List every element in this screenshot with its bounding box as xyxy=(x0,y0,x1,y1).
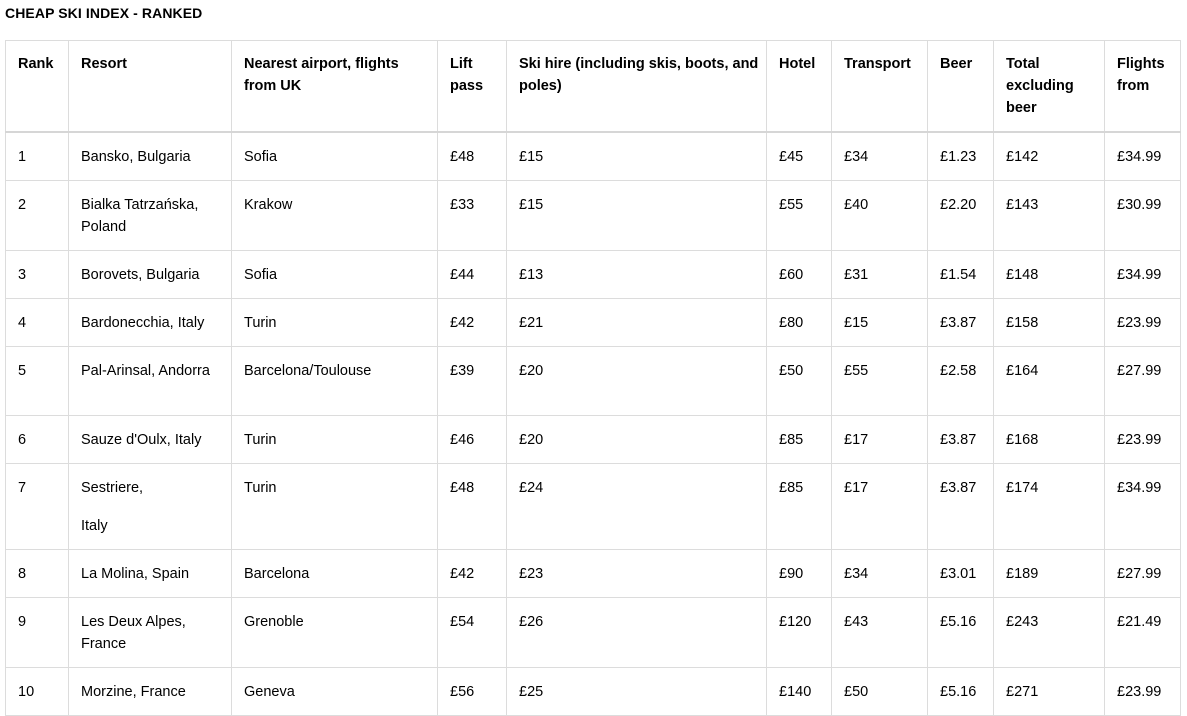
cell-lift-pass: £48 xyxy=(438,464,507,550)
cell-resort: La Molina, Spain xyxy=(69,550,232,598)
cell-beer: £3.01 xyxy=(928,550,994,598)
cell-lift-pass: £46 xyxy=(438,416,507,464)
cell-beer: £2.20 xyxy=(928,181,994,251)
cell-ski-hire: £23 xyxy=(507,550,767,598)
table-row xyxy=(6,416,1181,464)
cell-ski-hire: £13 xyxy=(507,251,767,299)
cell-rank: 2 xyxy=(6,181,69,251)
cell-flights: £34.99 xyxy=(1105,132,1181,181)
cell-total: £243 xyxy=(994,598,1105,668)
table-row xyxy=(6,251,1181,299)
cell-rank: 8 xyxy=(6,550,69,598)
cell-rank: 4 xyxy=(6,299,69,347)
cell-rank: 1 xyxy=(6,132,69,181)
table-row xyxy=(6,550,1181,598)
cell-transport: £17 xyxy=(832,416,928,464)
cell-lift-pass: £48 xyxy=(438,132,507,181)
cell-total: £271 xyxy=(994,668,1105,716)
cell-resort: Borovets, Bulgaria xyxy=(69,251,232,299)
cell-flights: £27.99 xyxy=(1105,550,1181,598)
cell-airport: Krakow xyxy=(232,181,438,251)
cell-ski-hire: £25 xyxy=(507,668,767,716)
cell-beer: £5.16 xyxy=(928,668,994,716)
cell-total: £189 xyxy=(994,550,1105,598)
cell-resort: Les Deux Alpes, France xyxy=(69,598,232,668)
header-total-excluding-beer: Total excluding beer xyxy=(994,41,1105,133)
header-beer: Beer xyxy=(928,41,994,133)
cell-rank: 9 xyxy=(6,598,69,668)
cell-total: £143 xyxy=(994,181,1105,251)
cell-lift-pass: £44 xyxy=(438,251,507,299)
cell-transport: £31 xyxy=(832,251,928,299)
cell-total: £142 xyxy=(994,132,1105,181)
table-row xyxy=(6,299,1181,347)
cell-rank: 6 xyxy=(6,416,69,464)
cell-transport: £34 xyxy=(832,550,928,598)
cell-lift-pass: £42 xyxy=(438,299,507,347)
cell-transport: £15 xyxy=(832,299,928,347)
header-resort: Resort xyxy=(69,41,232,133)
cell-hotel: £90 xyxy=(767,550,832,598)
cell-resort: Bialka Tatrzańska, Poland xyxy=(69,181,232,251)
cell-flights: £21.49 xyxy=(1105,598,1181,668)
table-row xyxy=(6,598,1181,668)
cell-flights: £27.99 xyxy=(1105,347,1181,416)
cell-airport: Turin xyxy=(232,416,438,464)
header-ski-hire: Ski hire (including skis, boots, and poles) xyxy=(507,41,767,133)
cell-resort: Bardonecchia, Italy xyxy=(69,299,232,347)
header-nearest-airport: Nearest airport, flights from UK xyxy=(232,41,438,133)
cell-ski-hire: £20 xyxy=(507,347,767,416)
cell-total: £148 xyxy=(994,251,1105,299)
cell-beer: £5.16 xyxy=(928,598,994,668)
cell-resort-line1: Sestriere, xyxy=(81,480,144,496)
cell-rank: 10 xyxy=(6,668,69,716)
cell-ski-hire: £26 xyxy=(507,598,767,668)
header-transport: Transport xyxy=(832,41,928,133)
ski-index-table xyxy=(5,40,1181,716)
cell-flights: £30.99 xyxy=(1105,181,1181,251)
cell-resort: Pal-Arinsal, Andorra xyxy=(69,347,232,416)
table-row xyxy=(6,132,1181,181)
cell-hotel: £55 xyxy=(767,181,832,251)
cell-hotel: £85 xyxy=(767,464,832,550)
cell-ski-hire: £24 xyxy=(507,464,767,550)
cell-transport: £43 xyxy=(832,598,928,668)
header-lift-pass: Lift pass xyxy=(438,41,507,133)
cell-total: £158 xyxy=(994,299,1105,347)
header-flights-from: Flights from xyxy=(1105,41,1181,133)
cell-beer: £3.87 xyxy=(928,416,994,464)
cell-transport: £40 xyxy=(832,181,928,251)
cell-transport: £17 xyxy=(832,464,928,550)
cell-hotel: £85 xyxy=(767,416,832,464)
cell-resort-line2: Italy xyxy=(81,518,108,534)
cell-ski-hire: £15 xyxy=(507,181,767,251)
cell-hotel: £80 xyxy=(767,299,832,347)
header-row xyxy=(6,41,1181,133)
cell-flights: £34.99 xyxy=(1105,251,1181,299)
cell-ski-hire: £21 xyxy=(507,299,767,347)
cell-transport: £50 xyxy=(832,668,928,716)
cell-hotel: £120 xyxy=(767,598,832,668)
cell-hotel: £50 xyxy=(767,347,832,416)
cell-rank: 3 xyxy=(6,251,69,299)
cell-airport: Turin xyxy=(232,299,438,347)
cell-flights: £23.99 xyxy=(1105,299,1181,347)
cell-flights: £23.99 xyxy=(1105,668,1181,716)
header-hotel: Hotel xyxy=(767,41,832,133)
cell-hotel: £140 xyxy=(767,668,832,716)
cell-lift-pass: £56 xyxy=(438,668,507,716)
cell-airport: Grenoble xyxy=(232,598,438,668)
page-title: CHEAP SKI INDEX - RANKED xyxy=(5,5,203,21)
cell-beer: £1.54 xyxy=(928,251,994,299)
cell-airport: Geneva xyxy=(232,668,438,716)
cell-transport: £55 xyxy=(832,347,928,416)
cell-airport: Turin xyxy=(232,464,438,550)
cell-flights: £34.99 xyxy=(1105,464,1181,550)
cell-beer: £2.58 xyxy=(928,347,994,416)
cell-resort: Morzine, France xyxy=(69,668,232,716)
cell-total: £168 xyxy=(994,416,1105,464)
header-rank: Rank xyxy=(6,41,69,133)
cell-beer: £3.87 xyxy=(928,464,994,550)
cell-resort: Bansko, Bulgaria xyxy=(69,132,232,181)
cell-lift-pass: £42 xyxy=(438,550,507,598)
cell-ski-hire: £15 xyxy=(507,132,767,181)
cell-airport: Sofia xyxy=(232,132,438,181)
cell-transport: £34 xyxy=(832,132,928,181)
table-row xyxy=(6,668,1181,716)
cell-airport: Sofia xyxy=(232,251,438,299)
cell-flights: £23.99 xyxy=(1105,416,1181,464)
cell-total: £174 xyxy=(994,464,1105,550)
cell-beer: £1.23 xyxy=(928,132,994,181)
cell-rank: 5 xyxy=(6,347,69,416)
cell-rank: 7 xyxy=(6,464,69,550)
cell-hotel: £45 xyxy=(767,132,832,181)
cell-resort: Sauze d'Oulx, Italy xyxy=(69,416,232,464)
cell-lift-pass: £33 xyxy=(438,181,507,251)
cell-lift-pass: £39 xyxy=(438,347,507,416)
cell-ski-hire: £20 xyxy=(507,416,767,464)
table-row xyxy=(6,464,1181,550)
cell-hotel: £60 xyxy=(767,251,832,299)
cell-airport: Barcelona/Toulouse xyxy=(232,347,438,416)
cell-beer: £3.87 xyxy=(928,299,994,347)
cell-airport: Barcelona xyxy=(232,550,438,598)
cell-lift-pass: £54 xyxy=(438,598,507,668)
cell-total: £164 xyxy=(994,347,1105,416)
table-row xyxy=(6,181,1181,251)
table-row xyxy=(6,347,1181,416)
cell-resort xyxy=(69,464,232,550)
